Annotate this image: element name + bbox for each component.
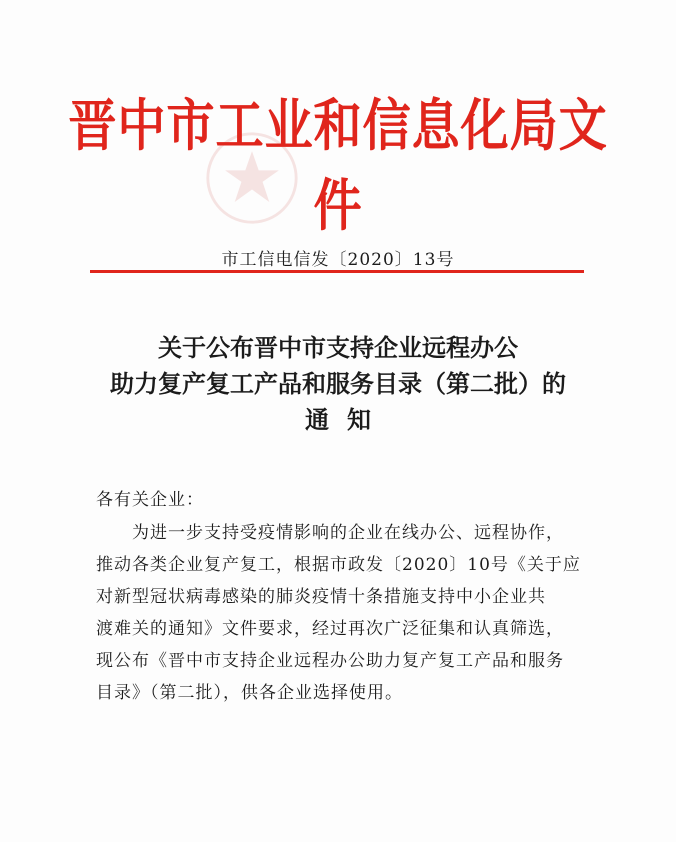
body-line: 对新型冠状病毒感染的肺炎疫情十条措施支持中小企业共: [96, 587, 546, 607]
body-line: 渡难关的通知》文件要求，经过再次广泛征集和认真筛选，: [96, 619, 564, 639]
notice-title-line: 关于公布晋中市支持企业远程办公: [158, 333, 518, 362]
notice-title-line: 通知: [305, 405, 389, 434]
document-number: 市工信电信发〔2020〕13号: [221, 250, 455, 270]
body-paragraph: [96, 517, 596, 709]
salutation: 各有关企业：: [96, 490, 204, 510]
body-line: 现公布《晋中市支持企业远程办公助力复产复工产品和服务: [96, 651, 564, 671]
body-line: 为进一步支持受疫情影响的企业在线办公、远程协作，: [132, 523, 564, 543]
notice-title: [0, 330, 676, 438]
red-divider-line: [90, 270, 584, 273]
document-header-title: 晋中市工业和信息化局文件: [68, 93, 608, 239]
notice-title-line: 助力复产复工产品和服务目录（第二批）的: [110, 369, 566, 398]
body-line: 推动各类企业复产复工，根据市政发〔2020〕10号《关于应: [96, 555, 581, 575]
body-line: 目录》（第二批），供各企业选择使用。: [96, 683, 403, 703]
